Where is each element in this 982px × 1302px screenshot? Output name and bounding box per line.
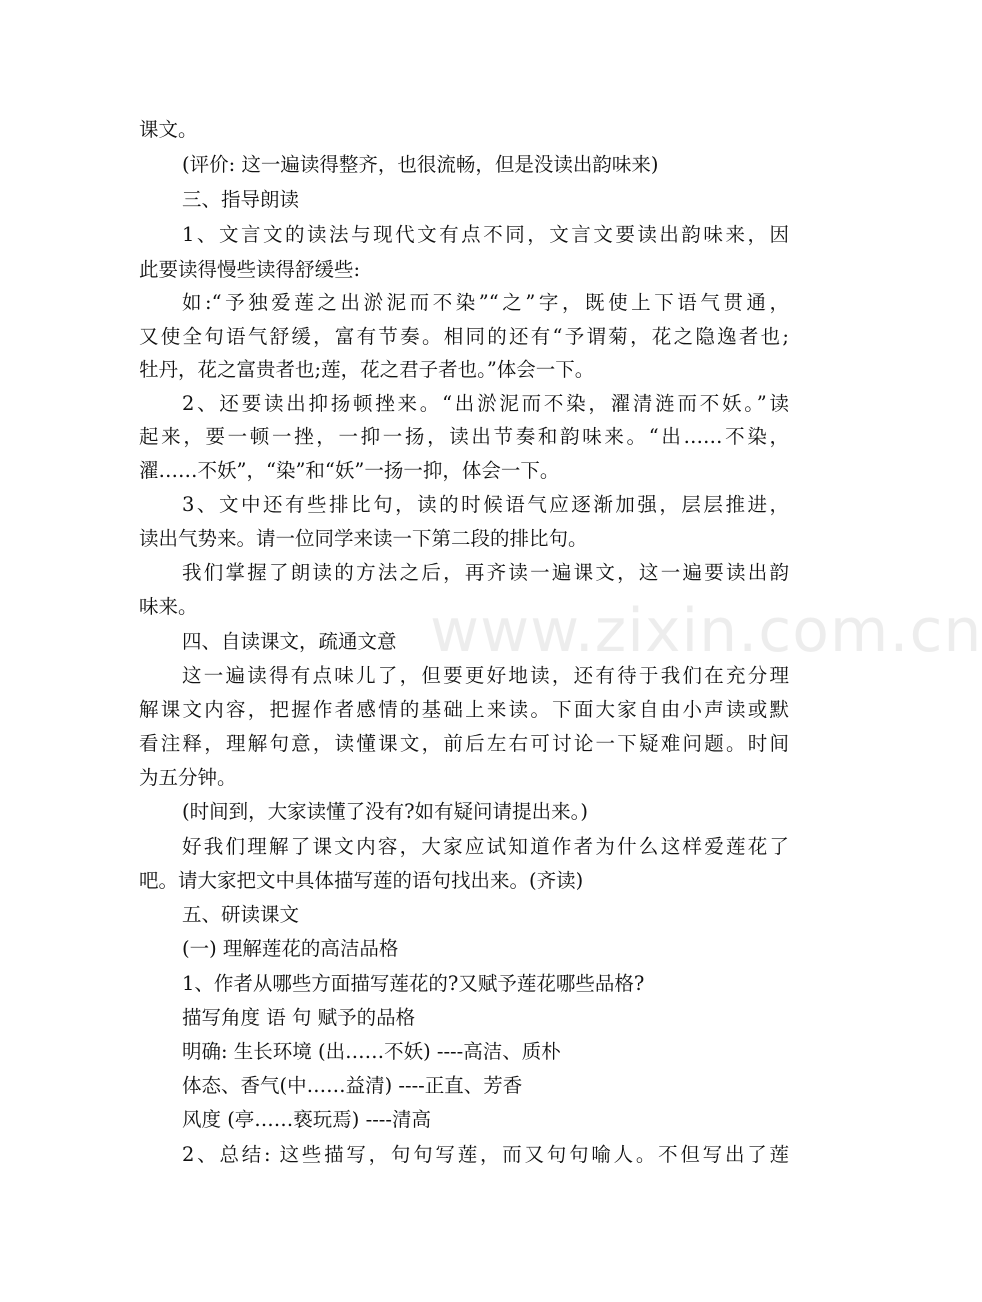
text-line: 吧。请大家把文中具体描写莲的语句找出来。(齐读) [139, 869, 584, 892]
text-line: 读出气势来。请一位同学来读一下第二段的排比句。 [139, 527, 588, 550]
text-line: 好我们理解了课文内容，大家应试知道作者为什么这样爱莲花了 [182, 835, 789, 858]
text-line: 濯……不妖”，“染”和“妖”一扬一抑，体会一下。 [139, 459, 560, 482]
text-line: 2、还要读出抑扬顿挫来。“出淤泥而不染，濯清涟而不妖。”读 [182, 392, 789, 415]
section-heading: 三、指导朗读 [182, 188, 300, 211]
text-line: 味来。 [139, 595, 198, 618]
subsection-heading: (一) 理解莲花的高洁品格 [182, 937, 399, 960]
text-line: (时间到，大家读懂了没有?如有疑问请提出来。) [182, 800, 588, 823]
text-line: (评价: 这一遍读得整齐，也很流畅，但是没读出韵味来) [182, 153, 659, 176]
text-line: 风度 (亭……亵玩焉) ----清高 [182, 1108, 431, 1131]
text-line: 看注释，理解句意，读懂课文，前后左右可讨论一下疑难问题。时间 [139, 732, 789, 755]
table-header-line: 描写角度 语 句 赋予的品格 [182, 1006, 416, 1029]
text-line: 体态、香气(中……益清) ----正直、芳香 [182, 1074, 523, 1097]
text-line: 这一遍读得有点味儿了，但要更好地读，还有待于我们在充分理 [182, 664, 789, 687]
text-line: 1、作者从哪些方面描写莲花的?又赋予莲花哪些品格? [182, 972, 645, 995]
section-heading: 五、研读课文 [182, 903, 300, 926]
section-heading: 四、自读课文，疏通文意 [182, 630, 397, 653]
text-line: 我们掌握了朗读的方法之后，再齐读一遍课文，这一遍要读出韵 [182, 561, 789, 584]
text-line: 2、总结: 这些描写，句句写莲，而又句句喻人。不但写出了莲 [182, 1143, 789, 1166]
text-line: 课文。 [139, 118, 198, 141]
text-line: 起来，要一顿一挫，一抑一扬，读出节奏和韵味来。“出……不染， [139, 425, 789, 448]
text-line: 如:“予独爱莲之出淤泥而不染”“之”字，既使上下语气贯通， [182, 291, 789, 314]
text-line: 牡丹，花之富贵者也;莲，花之君子者也。”体会一下。 [139, 358, 595, 381]
text-line: 又使全句语气舒缓，富有节奏。相同的还有“予谓菊，花之隐逸者也; [139, 325, 789, 348]
watermark: www.zixin.com.cn [430, 596, 982, 666]
text-line: 此要读得慢些读得舒缓些: [139, 258, 361, 281]
text-line: 1、文言文的读法与现代文有点不同，文言文要读出韵味来，因 [182, 223, 789, 246]
text-line: 3、文中还有些排比句，读的时候语气应逐渐加强，层层推进， [182, 493, 789, 516]
text-line: 明确: 生长环境 (出……不妖) ----高洁、质朴 [182, 1040, 561, 1063]
text-line: 解课文内容，把握作者感情的基础上来读。下面大家自由小声读或默 [139, 698, 789, 721]
text-line: 为五分钟。 [139, 766, 237, 789]
